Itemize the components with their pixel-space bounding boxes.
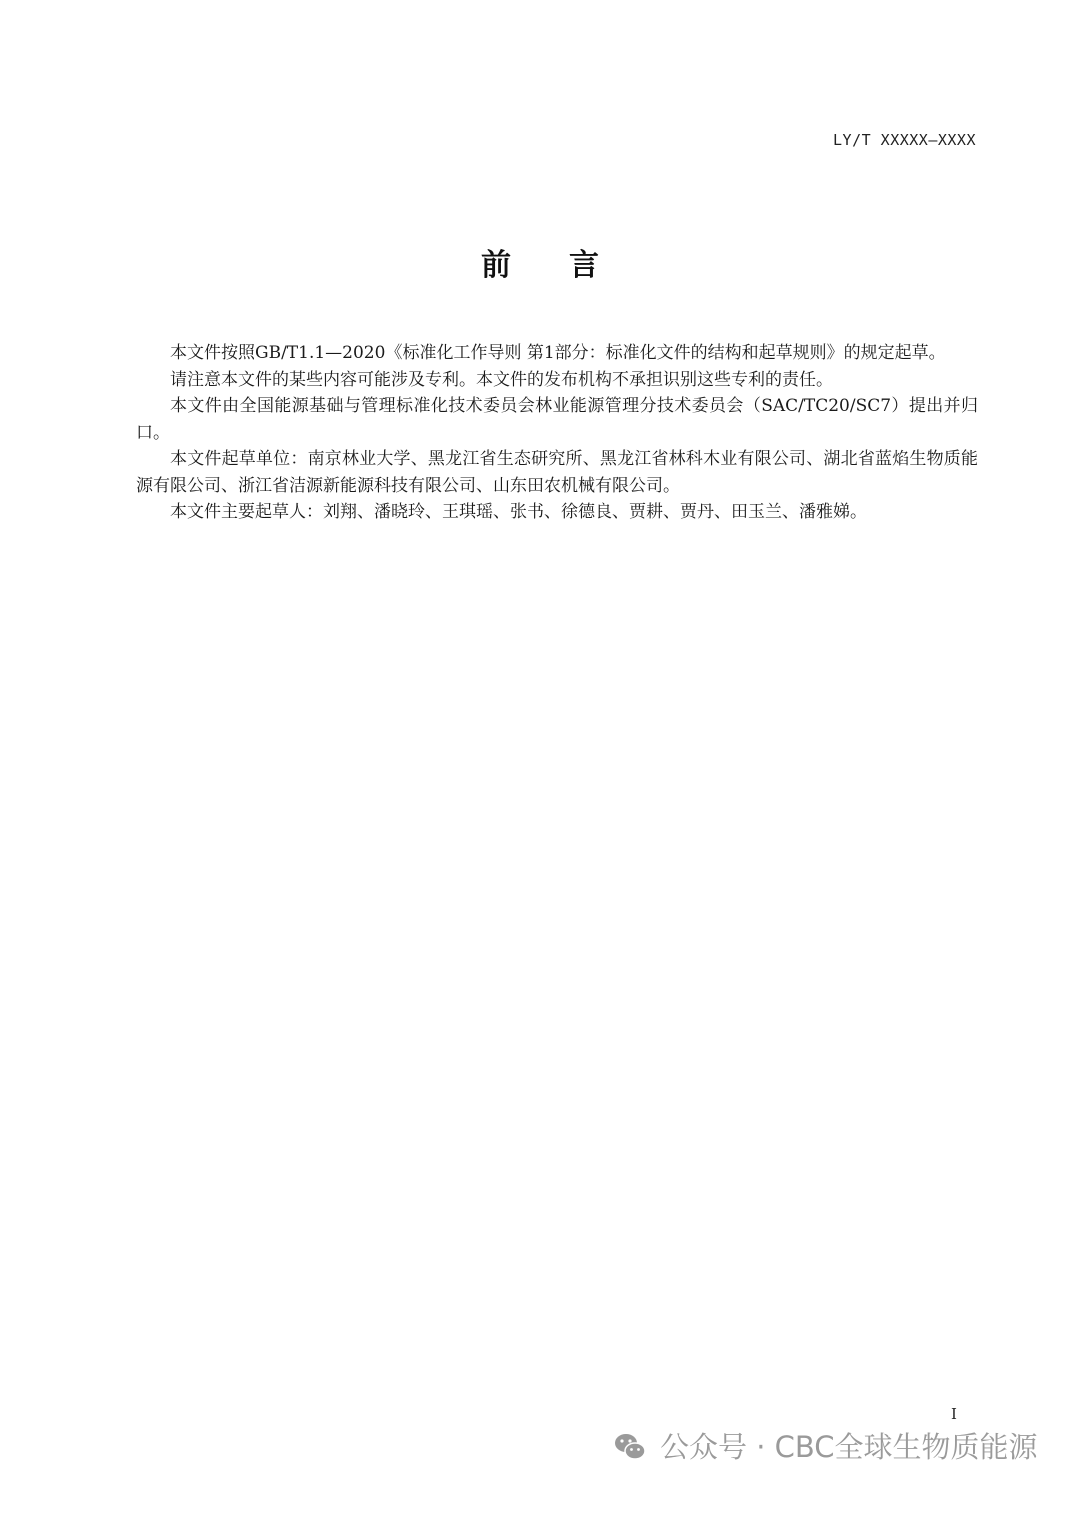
document-body xyxy=(136,340,978,526)
page-number: I xyxy=(951,1405,957,1423)
watermark-text: 公众号 · CBC全球生物质能源 xyxy=(660,1430,1038,1464)
standard-code: LY/T XXXXX—XXXX xyxy=(833,131,976,149)
paragraph-drafting-rules: 本文件按照GB/T1.1—2020《标准化工作导则 第1部分：标准化文件的结构和起草规则》的规定起草。 xyxy=(170,343,946,363)
watermark xyxy=(612,1425,1038,1466)
paragraph-patent-notice: 请注意本文件的某些内容可能涉及专利。本文件的发布机构不承担识别这些专利的责任。 xyxy=(170,369,833,390)
paragraph-drafters: 本文件主要起草人：刘翔、潘晓玲、王琪瑶、张书、徐德良、贾耕、贾丹、田玉兰、潘雅娣。 xyxy=(170,502,867,522)
paragraph-proposer: 本文件由全国能源基础与管理标准化技术委员会林业能源管理分技术委员会（SAC/TC20/SC7）提出并归口。 xyxy=(136,396,978,443)
wechat-icon xyxy=(612,1428,648,1464)
page-title: 前言 xyxy=(481,248,657,283)
paragraph-drafting-units: 本文件起草单位：南京林业大学、黑龙江省生态研究所、黑龙江省林科木业有限公司、湖北省蓝焰生物质能源有限公司、浙江省洁源新能源科技有限公司、山东田农机械有限公司。 xyxy=(136,449,978,496)
